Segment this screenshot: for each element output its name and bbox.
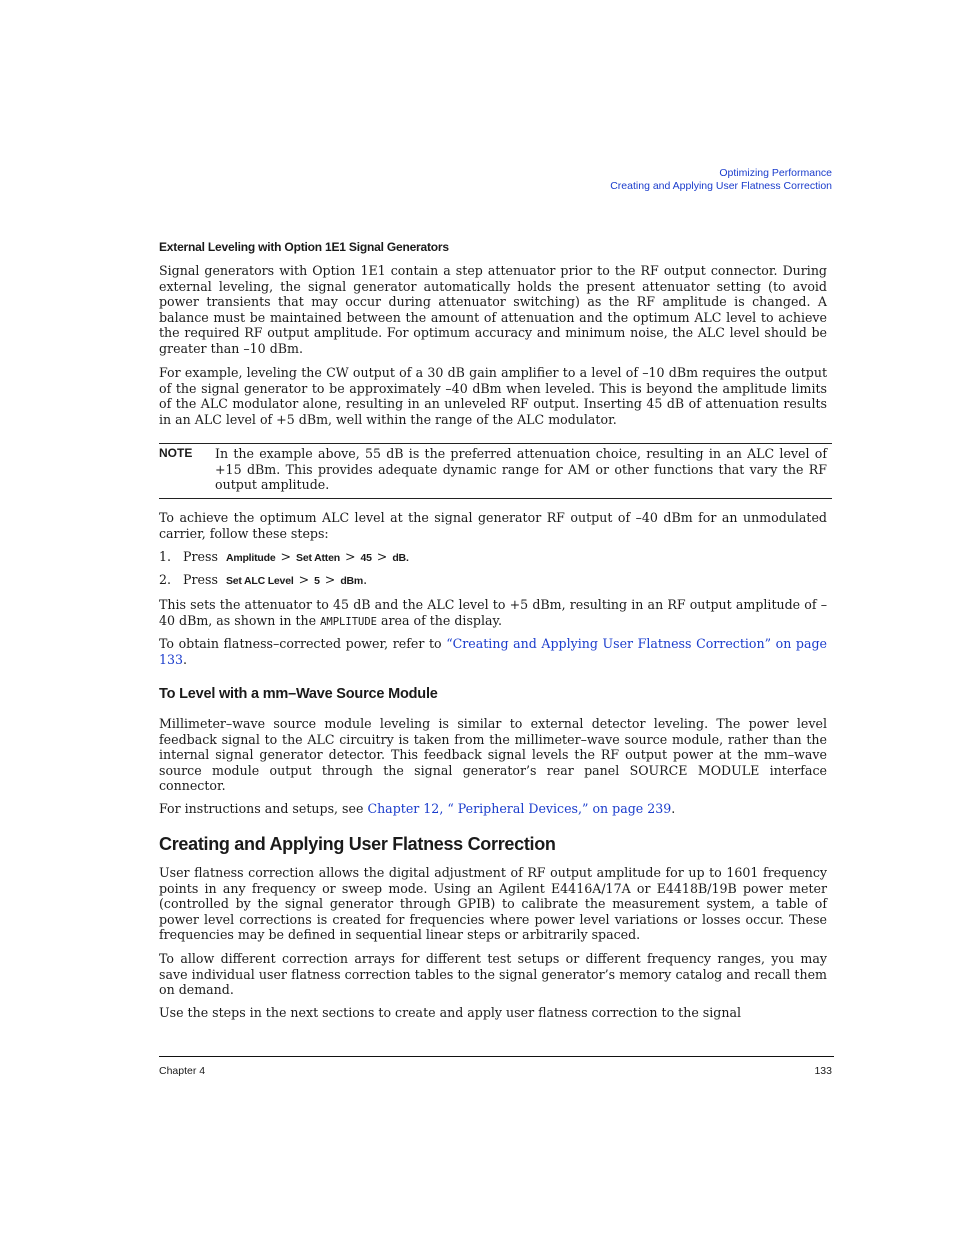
step-separator: > [280,549,292,564]
set-alc-level-key: Set ALC Level [225,575,294,587]
set-atten-key: Set Atten [296,552,340,564]
paragraph-peripheral-text-b: . [671,801,676,816]
note-bottom-rule [159,498,832,499]
step-1-press: Press [183,549,218,564]
peripheral-devices-link[interactable]: Chapter 12, “ Peripheral Devices,” on page 239 [367,801,672,816]
subsection-heading-external-leveling: External Leveling with Option 1E1 Signal Generators [159,240,449,254]
paragraph-attenuator-text-b: area of the display. [377,612,502,628]
running-header [610,167,832,192]
dbm-key: dBm [340,575,364,587]
paragraph-peripheral-reference [159,801,827,817]
amplitude-key: Amplitude [225,552,276,564]
step-separator: > [344,549,356,564]
paragraph-steps-intro: To achieve the optimum ALC level at the signal generator RF output of –40 dBm for an unmodulated carrier, follow these steps: [159,510,827,541]
step-separator: > [324,572,336,587]
paragraph-option-1e1: Signal generators with Option 1E1 contain a step attenuator prior to the RF output connector. During external leveling, the signal generator automatically holds the present attenuator setting (to avoid power transients that may occur during attenuator switching) as the RF amplitude is changed. A balance must be maintained between the amount of attenuation and the optimum ALC level to achieve the required RF output amplitude. For optimum accuracy and minimum noise, the ALC level should be greater than –10 dBm. [159,263,827,356]
footer-rule [159,1056,834,1057]
subsection-heading-mm-wave: To Level with a mm–Wave Source Module [159,686,438,702]
amplitude-display-area: AMPLITUDE [320,615,377,628]
note-label: NOTE [159,446,193,460]
value-5-key: 5 [314,575,320,587]
header-chapter-title: Optimizing Performance [719,167,832,179]
step-separator: > [376,549,388,564]
paragraph-user-flatness: User flatness correction allows the digital adjustment of RF output amplitude for up to 1601 frequency points in any frequency or sweep mode. Using an Agilent E4416A/17A or E4418B/19B power meter (controlled by the signal generator through GPIB) to calibrate the measurement system, a table of power level corrections is created for frequencies where power level variations or losses occur. These frequencies may be defined in sequential linear steps or arbitrarily spaced. [159,865,827,943]
paragraph-example: For example, leveling the CW output of a 30 dB gain amplifier to a level of –10 dBm requires the output of the signal generator to be approximately –40 dBm when leveled. This is beyond the amplitude limits of the ALC modulator alone, resulting in an unleveled RF output. Inserting 45 dB of attenuation results in an ALC level of +5 dBm, well within the range of the ALC modulator. [159,365,827,427]
flatness-correction-link[interactable]: “Creating and Applying User Flatness Correction” on page 133 [159,636,828,667]
paragraph-attenuator-text-a: This sets the attenuator to 45 dB and the ALC level to +5 dBm, resulting in an RF output amplitude of –40 dBm, as shown in the [159,597,827,628]
step-2-period: . [363,572,368,587]
step-2-number: 2. [159,572,172,587]
value-45-key: 45 [360,552,372,564]
step-1 [159,549,409,567]
step-1-number: 1. [159,549,172,564]
paragraph-next-sections: Use the steps in the next sections to create and apply user flatness correction to the signal [159,1005,741,1020]
paragraph-flatness-text-a: To obtain flatness–corrected power, refer to [159,636,447,651]
step-2-press: Press [183,572,218,587]
step-separator: > [298,572,310,587]
paragraph-peripheral-text-a: For instructions and setups, see [159,801,368,816]
step-2 [159,572,367,590]
paragraph-correction-arrays: To allow different correction arrays for different test setups or different frequency ranges, you may save individual user flatness correction tables to the signal generator’s memory catalog and recall them on demand. [159,951,827,998]
paragraph-flatness-text-b: . [183,651,188,667]
paragraph-flatness-reference [159,636,827,667]
paragraph-attenuator-result [159,597,827,630]
db-key: dB. [392,552,409,564]
footer-chapter: Chapter 4 [159,1065,206,1077]
note-top-rule [159,443,832,444]
paragraph-mm-wave: Millimeter–wave source module leveling is similar to external detector leveling. The power level feedback signal to the ALC circuitry is taken from the millimeter–wave source module, rather than the internal signal generator detector. This feedback signal levels the RF output power at the mm–wave source module output through the signal generator’s rear panel SOURCE MODULE interface connector. [159,716,827,794]
section-heading-user-flatness: Creating and Applying User Flatness Correction [159,834,556,854]
note-text: In the example above, 55 dB is the preferred attenuation choice, resulting in an ALC level of +15 dBm. This provides adequate dynamic range for AM or other functions that vary the RF output amplitude. [215,446,827,493]
footer-page-number: 133 [814,1065,832,1077]
header-section-title: Creating and Applying User Flatness Correction [610,179,832,192]
